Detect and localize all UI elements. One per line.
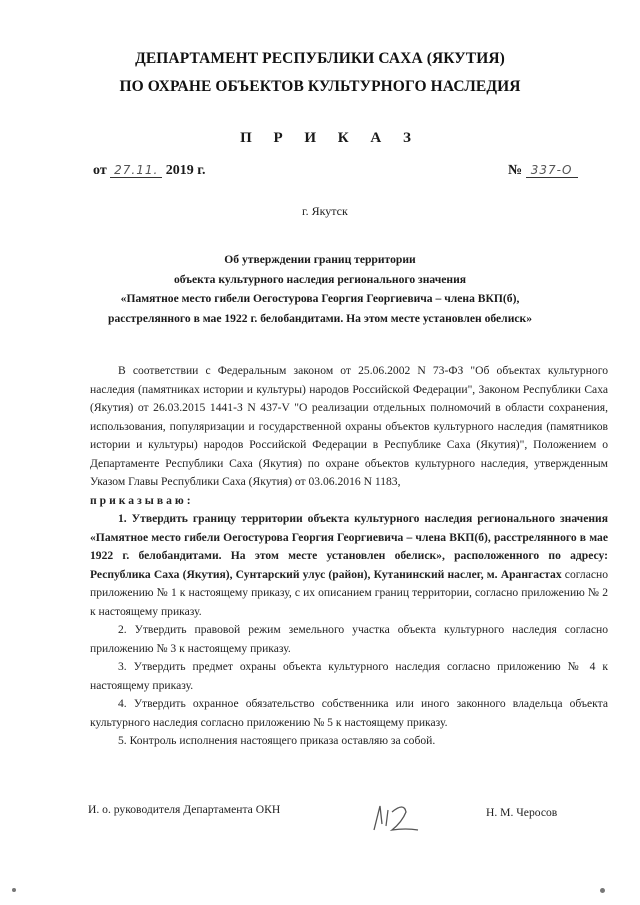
date-handwritten: 27.11. (110, 163, 162, 178)
preamble-text: В соответствии с Федеральным законом от 25.06.2002 N 73-ФЗ "Об объектах культурного наследия (памятниках истории и культуры) народов Российской Федерации", Законом Республики Саха (Якутия) от 26.03.2015 1441-З N 437-V "О реализации отдельных полномочий в области сохранения, использования, популяризации и государственной охраны объектов культурного наследия (памятников истории и культуры) народов Российской Федерации в Республике Саха (Якутия)", Положением о Департаменте Республики Саха (Якутия) по охране объектов культурного наследия, утвержденным Указом Главы Республики Саха (Якутия) от 03.06.2016 N 1183, (90, 364, 608, 488)
item-1-rest: согласно приложению № 1 к настоящему приказу, с их описанием границ территории, согласно приложению № 2 к настоящему приказу. (90, 567, 608, 618)
header-line-2: ПО ОХРАНЕ ОБЪЕКТОВ КУЛЬТУРНОГО НАСЛЕДИЯ (119, 78, 521, 95)
subject-line-3: «Памятное место гибели Оегостурова Георгия Георгиевича – члена ВКП(б), (120, 292, 520, 305)
preamble-paragraph (90, 362, 608, 492)
orders-word: приказываю: (90, 493, 194, 507)
item-5: 5. Контроль исполнения настоящего приказа оставляю за собой. (118, 734, 436, 747)
item-1-bold: 1. Утвердить границу территории объекта культурного наследия регионального значения «Памятное место гибели Оегостурова Георгия Георгиевича – члена ВКП(б), расстрелянного в мае 1922 г. белобандитами. На этом месте установлен обелиск», расположенного по адресу: Республика Саха (Якутия), Сунтарский улус (район), Кутанинский наслег, м. Арангастах (90, 512, 608, 581)
subject-line-1: Об утверждении границ территории (224, 253, 416, 266)
number-prefix: № (508, 163, 523, 178)
subject-line-2: объекта культурного наследия регионального значения (173, 272, 467, 286)
city: г. Якутск (302, 204, 348, 218)
number-handwritten: 337-О (526, 163, 578, 178)
item-1 (90, 510, 608, 621)
date-line (93, 163, 205, 179)
scan-speck (600, 888, 605, 893)
signer-position: И. о. руководителя Департамента ОКН (88, 803, 281, 816)
signature-scribble (368, 800, 424, 838)
number-line (508, 163, 578, 179)
document-type-title: П Р И К А З (240, 130, 420, 146)
item-4: 4. Утвердить охранное обязательство собственника или иного законного владельца объекта культурного наследия согласно приложению № 5 к настоящему приказу. (90, 697, 608, 729)
item-2: 2. Утвердить правовой режим земельного участка объекта культурного наследия согласно приложению № 3 к настоящему приказу. (90, 623, 608, 655)
date-prefix: от (93, 163, 107, 178)
scan-speck (12, 888, 16, 892)
subject-line-4: расстрелянного в мае 1922 г. белобандитами. На этом месте установлен обелиск» (108, 311, 532, 325)
signer-name: Н. М. Черосов (486, 806, 558, 819)
date-year: 2019 г. (165, 163, 206, 178)
header-line-1: ДЕПАРТАМЕНТ РЕСПУБЛИКИ САХА (ЯКУТИЯ) (135, 50, 505, 67)
item-3: 3. Утвердить предмет охраны объекта культурного наследия согласно приложению № 4 к настоящему приказу. (90, 660, 608, 692)
order-body (90, 362, 608, 751)
order-subject (40, 250, 600, 328)
